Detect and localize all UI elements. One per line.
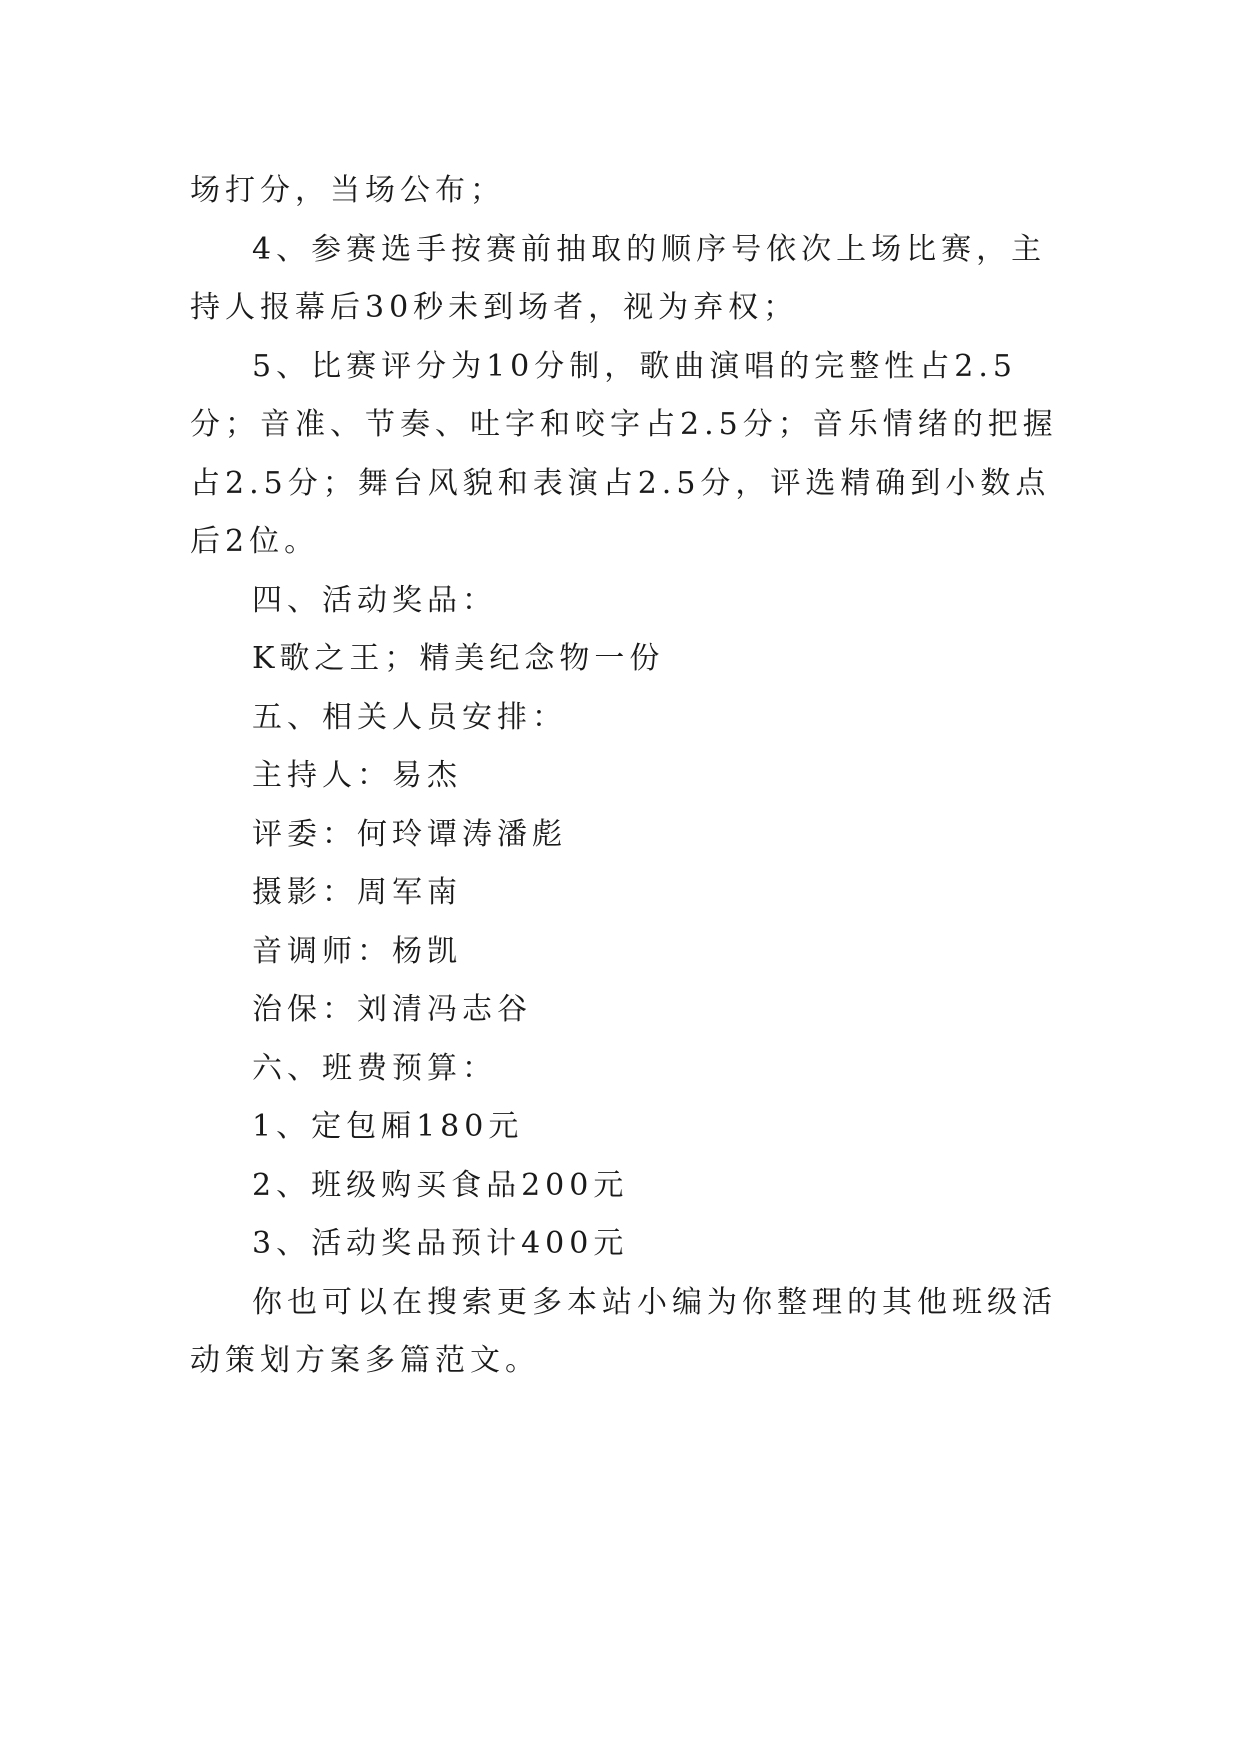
staff-sound-engineer: 音调师：杨凯 <box>252 933 462 969</box>
budget-item-prizes: 3、活动奖品预计400元 <box>252 1226 629 1261</box>
paragraph-rule-4-order: 4、参赛选手按赛前抽取的顺序号依次上场比赛，主持人报幕后30秒未到场者，视为弃权； <box>190 231 1047 325</box>
budget-item-food: 2、班级购买食品200元 <box>252 1167 629 1203</box>
staff-photography: 摄影：周军南 <box>252 875 462 910</box>
document-body <box>190 162 1070 1391</box>
section-heading-budget: 六、班费预算： <box>252 1050 497 1086</box>
paragraph-rule-5-scoring: 5、比赛评分为10分制，歌曲演唱的完整性占2.5分；音准、节奏、吐字和咬字占2.5分；音乐情绪的把握占2.5分；舞台风貌和表演占2.5分，评选精确到小数点后2位。 <box>190 348 1058 559</box>
section-heading-prizes: 四、活动奖品： <box>252 582 497 618</box>
paragraph-prize-detail: K歌之王；精美纪念物一份 <box>252 641 665 676</box>
paragraph-closing-note: 你也可以在搜索更多本站小编为你整理的其他班级活动策划方案多篇范文。 <box>190 1284 1057 1378</box>
staff-judges: 评委：何玲谭涛潘彪 <box>252 816 567 852</box>
paragraph-scoring-announcement: 场打分，当场公布； <box>190 173 505 208</box>
staff-host: 主持人：易杰 <box>252 758 462 793</box>
staff-security: 治保：刘清冯志谷 <box>252 992 532 1027</box>
section-heading-staff: 五、相关人员安排： <box>252 699 567 735</box>
budget-item-room: 1、定包厢180元 <box>252 1109 524 1144</box>
